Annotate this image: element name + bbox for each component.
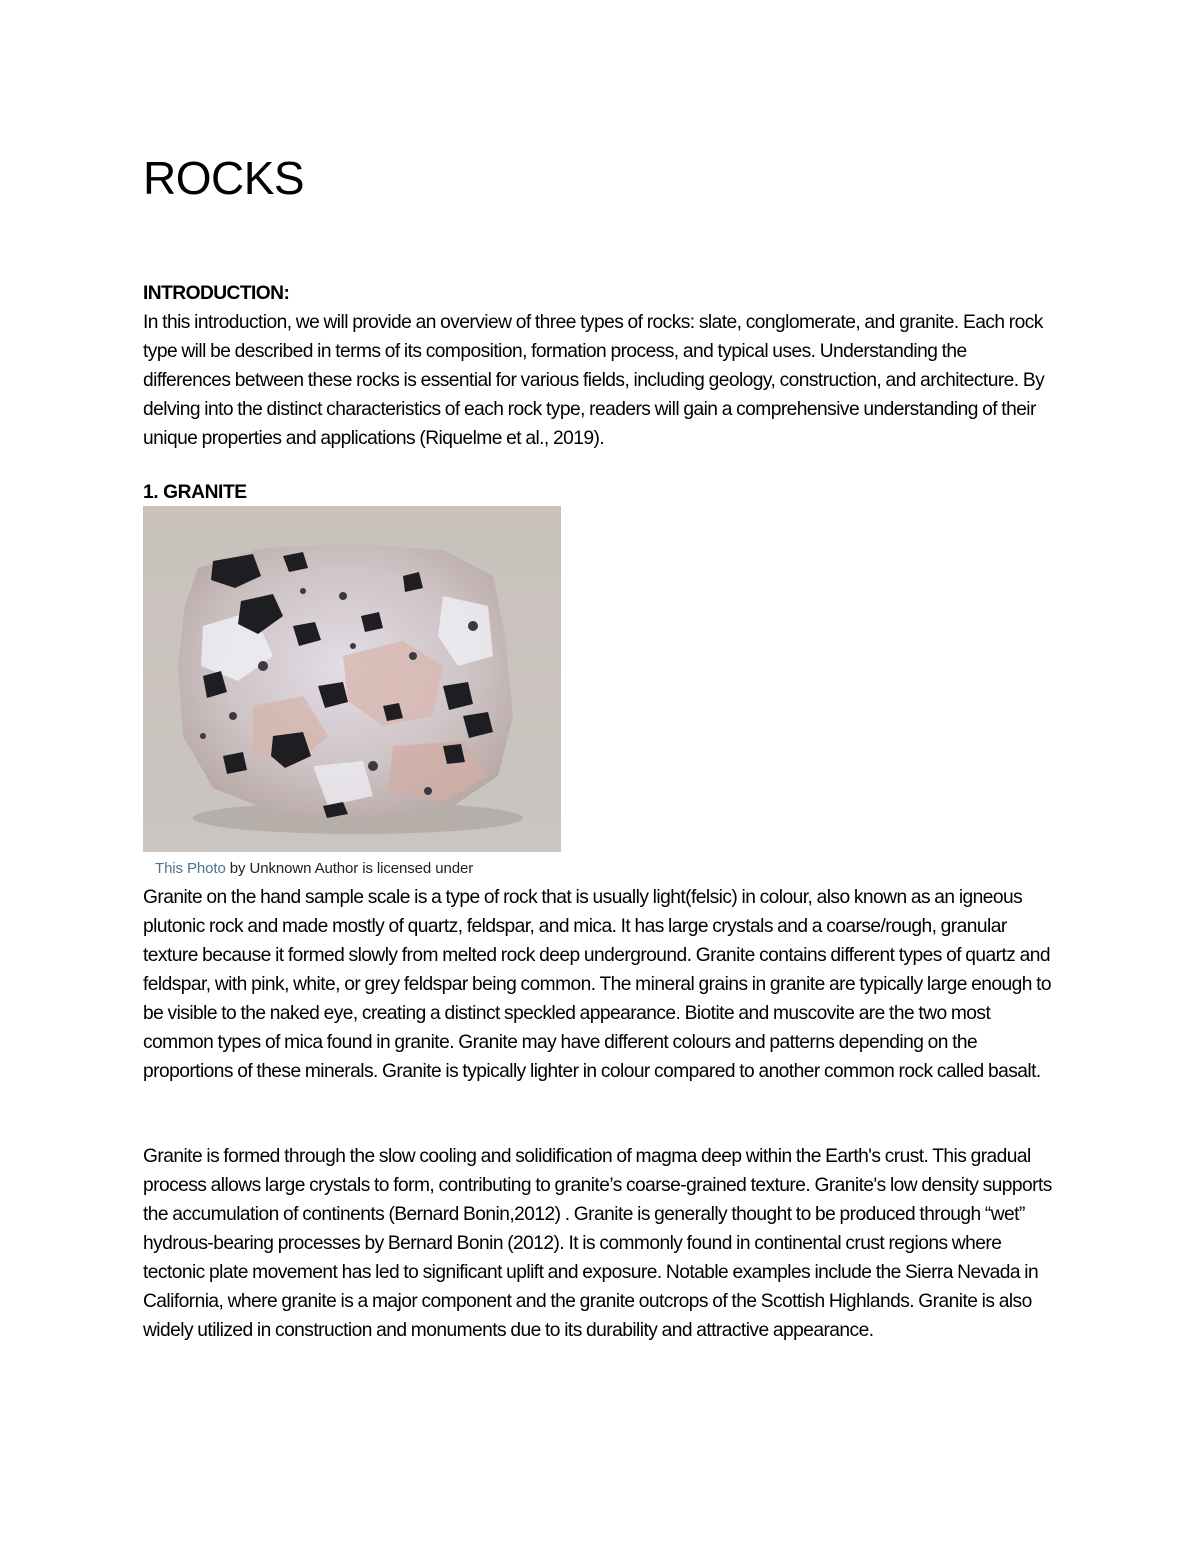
caption-text: by Unknown Author is licensed under (225, 860, 474, 877)
photo-caption (155, 858, 473, 880)
photo-link[interactable]: This Photo (155, 860, 226, 877)
introduction-paragraph: In this introduction, we will provide an overview of three types of rocks: slate, conglomerate, and granite. Each rock type will be described in terms of its composition, formation process, and typical uses. Understanding the differences between these rocks is essential for various fields, including geology, construction, and architecture. By delving into the distinct characteristics of each rock type, readers will gain a comprehensive understanding of their unique properties and applications (Riquelme et al., 2019). (143, 312, 1045, 449)
granite-paragraph-2: Granite is formed through the slow cooling and solidification of magma deep within the Earth's crust. This gradual process allows large crystals to form, contributing to granite’s coarse-grained texture. Granite's low density supports the accumulation of continents (Bernard Bonin,2012) . Granite is generally thought to be produced through “wet” hydrous-bearing processes by Bernard Bonin (2012). It is commonly found in continental crust regions where tectonic plate movement has led to significant uplift and exposure. Notable examples include the Sierra Nevada in California, where granite is a major component and the granite outcrops of the Scottish Highlands. Granite is also widely utilized in construction and monuments due to its durability and attractive appearance. (143, 1146, 1052, 1341)
introduction-section (143, 279, 1058, 453)
granite-heading: 1. GRANITE (143, 482, 247, 503)
granite-photo (143, 506, 561, 852)
page-title: ROCKS (143, 152, 305, 204)
introduction-heading: INTRODUCTION: (143, 283, 290, 304)
granite-paragraph-1: Granite on the hand sample scale is a type of rock that is usually light(felsic) in colour, also known as an igneous plutonic rock and made mostly of quartz, feldspar, and mica. It has large crystals and a coarse/rough, granular texture because it formed slowly from melted rock deep underground. Granite contains different types of quartz and feldspar, with pink, white, or grey feldspar being common. The mineral grains in granite are typically large enough to be visible to the naked eye, creating a distinct speckled appearance. Biotite and muscovite are the two most common types of mica found in granite. Granite may have different colours and patterns depending on the proportions of these minerals. Granite is typically lighter in colour compared to another common rock called basalt. (143, 887, 1052, 1082)
